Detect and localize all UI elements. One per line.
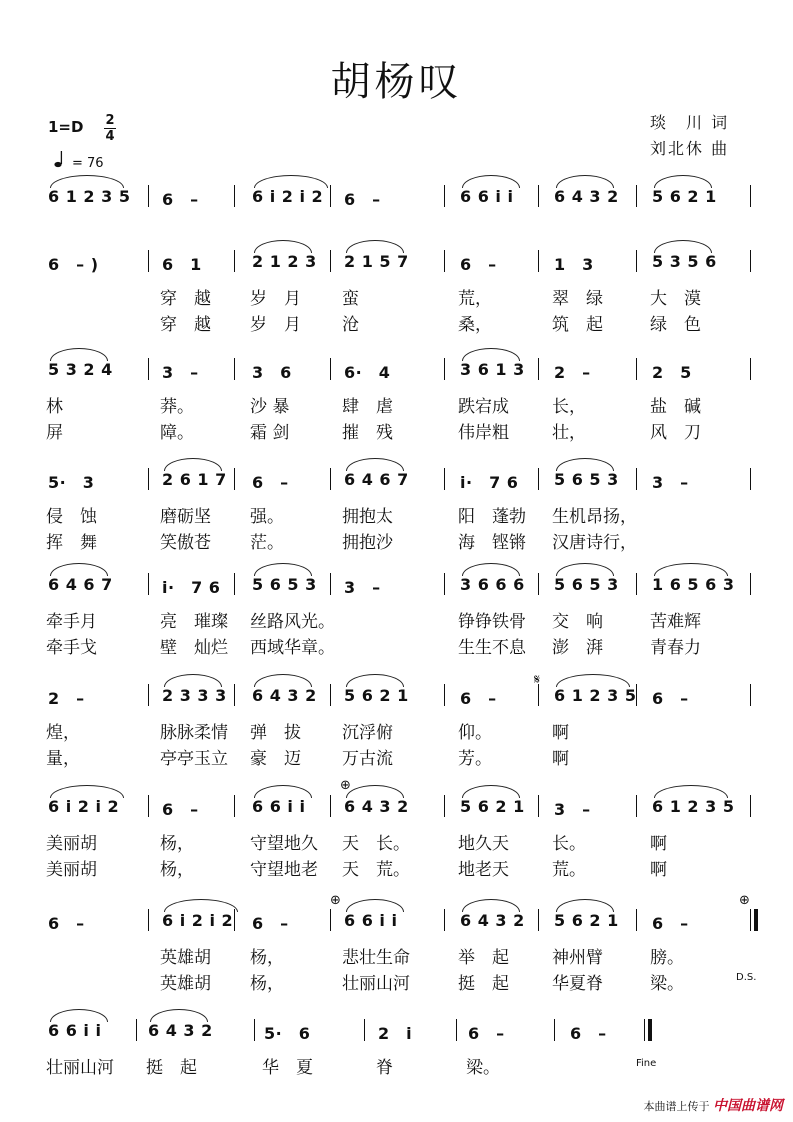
bar-line xyxy=(636,468,637,490)
lyric-syllables: 华 夏 xyxy=(262,1058,313,1078)
bar-line xyxy=(750,250,751,272)
measure-notes: 2 – xyxy=(554,363,591,382)
measure-notes: 3 – xyxy=(162,363,199,382)
lyric-syllables: 穿 越 xyxy=(160,289,211,309)
measure-notes: 6 – xyxy=(460,255,497,274)
composer-credit: 刘北休 曲 xyxy=(650,139,730,158)
measure-notes: 5· 6 xyxy=(264,1024,311,1043)
slur-mark xyxy=(346,899,404,912)
fine-marking: Fine xyxy=(636,1058,657,1069)
site-logo: 中国曲谱网 xyxy=(713,1098,783,1114)
measure-notes: 6 – xyxy=(460,689,497,708)
bar-line xyxy=(538,185,539,207)
lyric-syllables: 筑 起 xyxy=(552,315,603,335)
lyric-syllables: 海 铿锵 xyxy=(458,533,526,553)
bar-line xyxy=(750,468,751,490)
bar-line xyxy=(148,468,149,490)
measure-notes: 6 – xyxy=(162,190,199,209)
measure-notes: 6 4 6 7 xyxy=(48,575,113,594)
slur-mark xyxy=(254,240,312,253)
bar-line xyxy=(636,909,637,931)
lyric-syllables: 伟岸粗 xyxy=(458,423,509,443)
bar-line xyxy=(636,250,637,272)
footer-source xyxy=(644,1095,784,1115)
measure-notes: 2 1 2 3 xyxy=(252,252,317,271)
lyric-syllables: 杨， xyxy=(160,834,194,854)
bar-line xyxy=(644,1019,645,1041)
measure-notes: 6 – xyxy=(162,800,199,819)
bar-line xyxy=(136,1019,137,1041)
lyric-syllables: 挺 起 xyxy=(146,1058,197,1078)
lyric-syllables: 荒， xyxy=(458,289,492,309)
lyric-syllables: 啊 xyxy=(552,749,569,769)
measure-notes: 2 6 1 7 xyxy=(162,470,227,489)
measure-notes: 6 1 2 3 5 xyxy=(554,686,637,705)
lyric-syllables: 风 刀 xyxy=(650,423,701,443)
slur-mark xyxy=(50,1009,108,1022)
lyric-syllables: 林 xyxy=(46,397,63,417)
measure-notes: 6 6 i i xyxy=(252,797,306,816)
measure-notes: 5 6 2 1 xyxy=(554,911,619,930)
lyric-syllables: 磨砺坚 xyxy=(160,507,211,527)
time-signature xyxy=(104,114,116,143)
measure-notes: 6 6 i i xyxy=(344,911,398,930)
lyric-syllables: 牵手戈 xyxy=(46,638,97,658)
measure-notes: 2 1 5 7 xyxy=(344,252,409,271)
bar-line xyxy=(444,909,445,931)
lyric-syllables: 挺 起 xyxy=(458,974,509,994)
measure-notes: 6 – xyxy=(570,1024,607,1043)
lyric-syllables: 长， xyxy=(552,397,586,417)
lyric-syllables: 大 漠 xyxy=(650,289,701,309)
lyric-syllables: 阳 蓬勃 xyxy=(458,507,526,527)
lyric-syllables: 沧 xyxy=(342,315,359,335)
slur-mark xyxy=(164,674,222,687)
measure-notes: 6 – xyxy=(252,914,289,933)
lyric-syllables: 强。 xyxy=(250,507,284,527)
slur-mark xyxy=(346,674,404,687)
slur-mark xyxy=(654,563,728,576)
measure-notes: 2 3 3 3 xyxy=(162,686,227,705)
lyric-syllables: 西域华章。 xyxy=(250,638,335,658)
slur-mark xyxy=(556,563,614,576)
measure-notes: 1 6 5 6 3 xyxy=(652,575,735,594)
lyric-syllables: 弹 拔 xyxy=(250,723,301,743)
measure-notes: 6 4 3 2 xyxy=(554,187,619,206)
bar-line xyxy=(636,795,637,817)
lyric-syllables: 啊 xyxy=(650,860,667,880)
bar-line xyxy=(330,795,331,817)
bar-line xyxy=(750,573,751,595)
slur-mark xyxy=(462,785,520,798)
lyric-syllables: 侵 蚀 xyxy=(46,507,97,527)
slur-mark xyxy=(654,240,712,253)
slur-mark xyxy=(150,1009,208,1022)
lyric-syllables: 地久天 xyxy=(458,834,509,854)
bar-line xyxy=(330,909,331,931)
lyric-syllables: 英雄胡 xyxy=(160,974,211,994)
lyric-syllables: 悲壮生命 xyxy=(342,948,410,968)
bar-line xyxy=(330,185,331,207)
measure-notes: 6 4 6 7 xyxy=(344,470,409,489)
lyric-syllables: 亭亭玉立 xyxy=(160,749,228,769)
lyric-syllables: 丝路风光。 xyxy=(250,612,335,632)
lyric-syllables: 绿 色 xyxy=(650,315,701,335)
measure-notes: 6 – ) xyxy=(48,255,99,274)
lyric-syllables: 岁 月 xyxy=(250,315,301,335)
quarter-note-icon xyxy=(54,150,64,168)
bar-line xyxy=(750,909,751,931)
tempo-marking: = 76 xyxy=(72,156,104,171)
lyric-syllables: 地老天 xyxy=(458,860,509,880)
measure-notes: 3 – xyxy=(554,800,591,819)
bar-line xyxy=(538,468,539,490)
measure-notes: 5 6 5 3 xyxy=(252,575,317,594)
lyric-syllables: 牵手月 xyxy=(46,612,97,632)
measure-notes: 6 1 2 3 5 xyxy=(48,187,131,206)
lyric-syllables: 杨， xyxy=(160,860,194,880)
coda-icon-second: ⊕ xyxy=(330,893,341,908)
slur-mark xyxy=(556,899,614,912)
measure-notes: 5 6 2 1 xyxy=(460,797,525,816)
bar-line xyxy=(636,573,637,595)
slur-mark xyxy=(346,458,404,471)
bar-line xyxy=(234,185,235,207)
measure-notes: 6 – xyxy=(652,689,689,708)
lyric-syllables: 量， xyxy=(46,749,80,769)
slur-mark xyxy=(254,674,312,687)
bar-line xyxy=(750,185,751,207)
bar-line xyxy=(148,573,149,595)
bar-line xyxy=(330,684,331,706)
bar-line xyxy=(636,684,637,706)
slur-mark xyxy=(462,899,520,912)
measure-notes: 5 3 2 4 xyxy=(48,360,113,379)
measure-notes: 5 3 5 6 xyxy=(652,252,717,271)
lyric-syllables: 屏 xyxy=(46,423,63,443)
slur-mark xyxy=(254,563,312,576)
lyric-syllables: 杨， xyxy=(250,948,284,968)
lyric-syllables: 膀。 xyxy=(650,948,684,968)
lyric-syllables: 长。 xyxy=(552,834,586,854)
slur-mark xyxy=(254,785,312,798)
bar-line xyxy=(538,573,539,595)
bar-line xyxy=(148,909,149,931)
lyric-syllables: 摧 残 xyxy=(342,423,393,443)
bar-line xyxy=(538,909,539,931)
bar-line xyxy=(234,795,235,817)
bar-line xyxy=(444,795,445,817)
lyric-syllables: 跌宕成 xyxy=(458,397,509,417)
bar-line xyxy=(444,358,445,380)
bar-line xyxy=(148,684,149,706)
key-signature: 1=D xyxy=(48,118,84,136)
measure-notes: 6 4 3 2 xyxy=(252,686,317,705)
lyric-syllables: 英雄胡 xyxy=(160,948,211,968)
lyric-syllables: 盐 碱 xyxy=(650,397,701,417)
measure-notes: 6 i 2 i 2 xyxy=(252,187,324,206)
measure-notes: 6 1 xyxy=(162,255,202,274)
slur-mark xyxy=(50,785,124,798)
ds-marking: D.S. xyxy=(736,972,757,983)
measure-notes: 6 – xyxy=(468,1024,505,1043)
bar-line xyxy=(148,795,149,817)
bar-line xyxy=(636,358,637,380)
lyric-syllables: 岁 月 xyxy=(250,289,301,309)
bar-line xyxy=(234,250,235,272)
lyric-syllables: 交 响 xyxy=(552,612,603,632)
bar-line xyxy=(750,684,751,706)
measure-notes: 2 i xyxy=(378,1024,413,1043)
measure-notes: 6 i 2 i 2 xyxy=(162,911,234,930)
bar-line xyxy=(538,358,539,380)
bar-line xyxy=(234,468,235,490)
lyric-syllables: 汉唐诗行， xyxy=(552,533,637,553)
lyric-syllables: 啊 xyxy=(552,723,569,743)
bar-line xyxy=(554,1019,555,1041)
measure-notes: 5 6 2 1 xyxy=(652,187,717,206)
lyric-syllables: 翠 绿 xyxy=(552,289,603,309)
lyric-syllables: 肆 虐 xyxy=(342,397,393,417)
slur-mark xyxy=(654,785,728,798)
song-title: 胡杨叹 xyxy=(330,59,463,105)
lyric-syllables: 桑， xyxy=(458,315,492,335)
coda-icon: ⊕ xyxy=(340,778,351,793)
lyric-syllables: 蛮 xyxy=(342,289,359,309)
lyric-syllables: 万古流 xyxy=(342,749,393,769)
lyric-syllables: 梁。 xyxy=(466,1058,500,1078)
lyric-syllables: 挥 舞 xyxy=(46,533,97,553)
lyric-syllables: 铮铮铁骨 xyxy=(458,612,526,632)
bar-line xyxy=(538,795,539,817)
lyric-syllables: 苦难辉 xyxy=(650,612,701,632)
lyric-syllables: 啊 xyxy=(650,834,667,854)
lyric-syllables: 守望地久 xyxy=(250,834,318,854)
lyric-syllables: 举 起 xyxy=(458,948,509,968)
slur-mark xyxy=(556,458,614,471)
slur-mark xyxy=(50,175,124,188)
measure-notes: 6 4 3 2 xyxy=(460,911,525,930)
measure-notes: 5 6 5 3 xyxy=(554,575,619,594)
footer-prefix: 本曲谱上传于 xyxy=(643,1100,710,1113)
lyric-syllables: 壮丽山河 xyxy=(46,1058,114,1078)
lyric-syllables: 华夏脊 xyxy=(552,974,603,994)
measure-notes: 6 4 3 2 xyxy=(148,1021,213,1040)
lyric-syllables: 壮， xyxy=(552,423,586,443)
meter-top: 2 xyxy=(105,113,115,128)
lyric-syllables: 壁 灿烂 xyxy=(160,638,228,658)
slur-mark xyxy=(462,348,520,361)
bar-line xyxy=(444,185,445,207)
measure-notes: 3 – xyxy=(344,578,381,597)
lyric-syllables: 美丽胡 xyxy=(46,834,97,854)
slur-mark xyxy=(556,674,630,687)
bar-line xyxy=(234,358,235,380)
lyric-syllables: 天 长。 xyxy=(342,834,410,854)
lyric-syllables: 芳。 xyxy=(458,749,492,769)
slur-mark xyxy=(346,240,404,253)
lyric-syllables: 天 荒。 xyxy=(342,860,410,880)
lyric-syllables: 煌， xyxy=(46,723,80,743)
lyric-syllables: 沉浮俯 xyxy=(342,723,393,743)
slur-mark xyxy=(462,563,520,576)
bar-line xyxy=(444,573,445,595)
lyric-syllables: 笑傲苍 xyxy=(160,533,211,553)
lyric-syllables: 守望地老 xyxy=(250,860,318,880)
measure-notes: 1 3 xyxy=(554,255,594,274)
measure-notes: 6 6 i i xyxy=(460,187,514,206)
bar-line xyxy=(364,1019,365,1041)
lyric-syllables: 美丽胡 xyxy=(46,860,97,880)
bar-line xyxy=(234,684,235,706)
lyric-syllables: 仰。 xyxy=(458,723,492,743)
measure-notes: i· 7 6 xyxy=(460,473,519,492)
bar-line xyxy=(444,684,445,706)
bar-line xyxy=(234,573,235,595)
lyric-syllables: 杨， xyxy=(250,974,284,994)
lyric-syllables: 生机昂扬， xyxy=(552,507,637,527)
slur-mark xyxy=(654,175,712,188)
final-bar-line xyxy=(648,1019,652,1041)
lyric-syllables: 沙 暴 xyxy=(250,397,290,417)
lyric-syllables: 穿 越 xyxy=(160,315,211,335)
measure-notes: 3 6 xyxy=(252,363,292,382)
final-bar-line xyxy=(754,909,758,931)
lyric-syllables: 霜 剑 xyxy=(250,423,290,443)
bar-line xyxy=(444,250,445,272)
lyric-syllables: 脉脉柔情 xyxy=(160,723,228,743)
lyric-syllables: 荒。 xyxy=(552,860,586,880)
lyric-syllables: 豪 迈 xyxy=(250,749,301,769)
lyric-syllables: 拥抱太 xyxy=(342,507,393,527)
slur-mark xyxy=(50,348,108,361)
measure-notes: 6 – xyxy=(252,473,289,492)
lyric-syllables: 莽。 xyxy=(160,397,194,417)
measure-notes: 5 6 5 3 xyxy=(554,470,619,489)
coda-icon-third: ⊕ xyxy=(739,893,750,908)
measure-notes: 3 6 6 6 xyxy=(460,575,525,594)
measure-notes: 5 6 2 1 xyxy=(344,686,409,705)
lyric-syllables: 梁。 xyxy=(650,974,684,994)
bar-line xyxy=(148,250,149,272)
lyric-syllables: 青春力 xyxy=(650,638,701,658)
bar-line xyxy=(330,250,331,272)
bar-line xyxy=(750,358,751,380)
measure-notes: 6· 4 xyxy=(344,363,391,382)
bar-line xyxy=(148,185,149,207)
lyricist-credit: 琰 川 词 xyxy=(650,113,730,132)
measure-notes: 5· 3 xyxy=(48,473,95,492)
bar-line xyxy=(444,468,445,490)
lyric-syllables: 神州臂 xyxy=(552,948,603,968)
lyric-syllables: 茫。 xyxy=(250,533,284,553)
measure-notes: i· 7 6 xyxy=(162,578,221,597)
bar-line xyxy=(636,185,637,207)
measure-notes: 6 – xyxy=(344,190,381,209)
bar-line xyxy=(750,795,751,817)
bar-line xyxy=(148,358,149,380)
measure-notes: 6 6 i i xyxy=(48,1021,102,1040)
lyric-syllables: 生生不息 xyxy=(458,638,526,658)
measure-notes: 6 i 2 i 2 xyxy=(48,797,120,816)
bar-line xyxy=(330,573,331,595)
measure-notes: 6 1 2 3 5 xyxy=(652,797,735,816)
slur-mark xyxy=(164,458,222,471)
bar-line xyxy=(456,1019,457,1041)
slur-mark xyxy=(50,563,108,576)
bar-line xyxy=(330,468,331,490)
bar-line xyxy=(330,358,331,380)
lyric-syllables: 脊 xyxy=(376,1058,393,1078)
lyric-syllables: 拥抱沙 xyxy=(342,533,393,553)
slur-mark xyxy=(556,175,614,188)
slur-mark xyxy=(346,785,404,798)
slur-mark xyxy=(164,899,238,912)
slur-mark xyxy=(254,175,328,188)
bar-line xyxy=(234,909,235,931)
lyric-syllables: 障。 xyxy=(160,423,194,443)
measure-notes: 6 – xyxy=(48,914,85,933)
slur-mark xyxy=(462,175,520,188)
lyric-syllables: 壮丽山河 xyxy=(342,974,410,994)
measure-notes: 3 6 1 3 xyxy=(460,360,525,379)
measure-notes: 3 – xyxy=(652,473,689,492)
bar-line xyxy=(254,1019,255,1041)
bar-line xyxy=(538,250,539,272)
measure-notes: 2 5 xyxy=(652,363,692,382)
segno-icon: 𝄋 xyxy=(534,672,541,688)
measure-notes: 6 4 3 2 xyxy=(344,797,409,816)
lyric-syllables: 亮 璀璨 xyxy=(160,612,228,632)
measure-notes: 2 – xyxy=(48,689,85,708)
measure-notes: 6 – xyxy=(652,914,689,933)
meter-bottom: 4 xyxy=(105,129,115,144)
lyric-syllables: 澎 湃 xyxy=(552,638,603,658)
